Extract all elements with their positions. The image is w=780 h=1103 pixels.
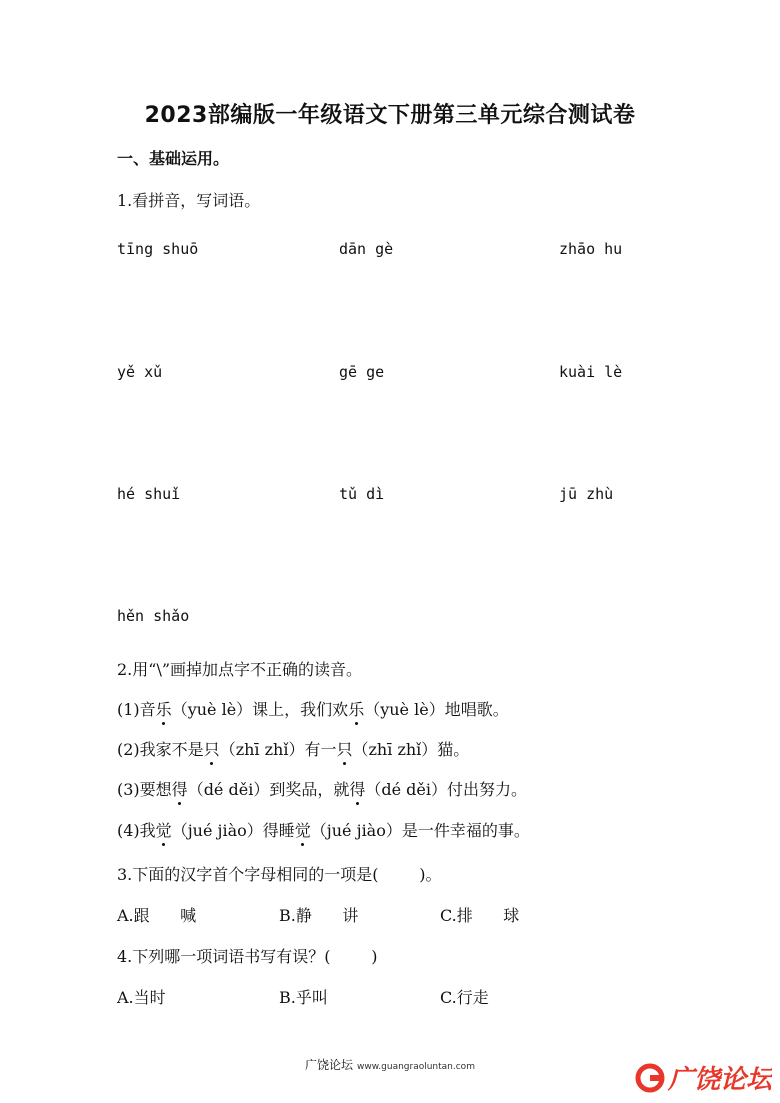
option-c: C.行走 [440, 988, 489, 1007]
pinyin-item: jū zhù [559, 485, 614, 503]
footer-site-name: 广饶论坛 [305, 1058, 354, 1072]
question-2-item-1: (1)音乐（yuè lè）课上，我们欢乐（yuè lè）地唱歌。 [117, 697, 509, 720]
pinyin-item: hěn shǎo [117, 607, 190, 625]
pinyin-item: gē ge [339, 363, 385, 381]
dotted-char: 只 [336, 737, 352, 760]
question-4-prompt: 4.下列哪一项词语书写有误？( ) [117, 947, 378, 966]
pinyin-item: zhāo hu [559, 240, 623, 258]
dotted-char: 只 [204, 737, 220, 760]
option-b: B.静 讲 [279, 906, 359, 925]
option-a: A.跟 喊 [117, 906, 197, 925]
dotted-char: 得 [349, 777, 365, 800]
option-a: A.当时 [117, 988, 166, 1007]
logo-icon [632, 1058, 772, 1098]
dotted-char: 乐 [348, 697, 364, 720]
question-3-prompt: 3.下面的汉字首个字母相同的一项是( )。 [117, 865, 442, 884]
dotted-char: 觉 [295, 818, 311, 841]
question-1-prompt: 1.看拼音，写词语。 [117, 191, 261, 210]
pinyin-item: hé shuǐ [117, 485, 181, 503]
dotted-char: 乐 [156, 697, 172, 720]
pinyin-item: dān gè [339, 240, 394, 258]
pinyin-item: kuài lè [559, 363, 623, 381]
site-logo [632, 1058, 772, 1098]
footer-url: www.guangraoluntan.com [357, 1062, 475, 1072]
option-b: B.乎叫 [279, 988, 328, 1007]
pinyin-item: tǔ dì [339, 485, 385, 503]
section-heading: 一、基础运用。 [117, 149, 230, 168]
pinyin-item: tīng shuō [117, 240, 199, 258]
question-2-prompt: 2.用“\”画掉加点字不正确的读音。 [117, 660, 363, 679]
question-2-item-2: (2)我家不是只（zhī zhǐ）有一只（zhī zhǐ）猫。 [117, 737, 469, 760]
logo-text: 广饶论坛 [668, 1065, 772, 1095]
dotted-char: 得 [172, 777, 188, 800]
dotted-char: 觉 [156, 818, 172, 841]
question-2-item-4: (4)我觉（jué jiào）得睡觉（jué jiào）是一件幸福的事。 [117, 818, 530, 841]
question-2-item-3: (3)要想得（dé děi）到奖品，就得（dé děi）付出努力。 [117, 777, 527, 800]
pinyin-item: yě xǔ [117, 363, 163, 381]
page-title: 2023部编版一年级语文下册第三单元综合测试卷 [144, 103, 636, 128]
option-c: C.排 球 [440, 906, 520, 925]
